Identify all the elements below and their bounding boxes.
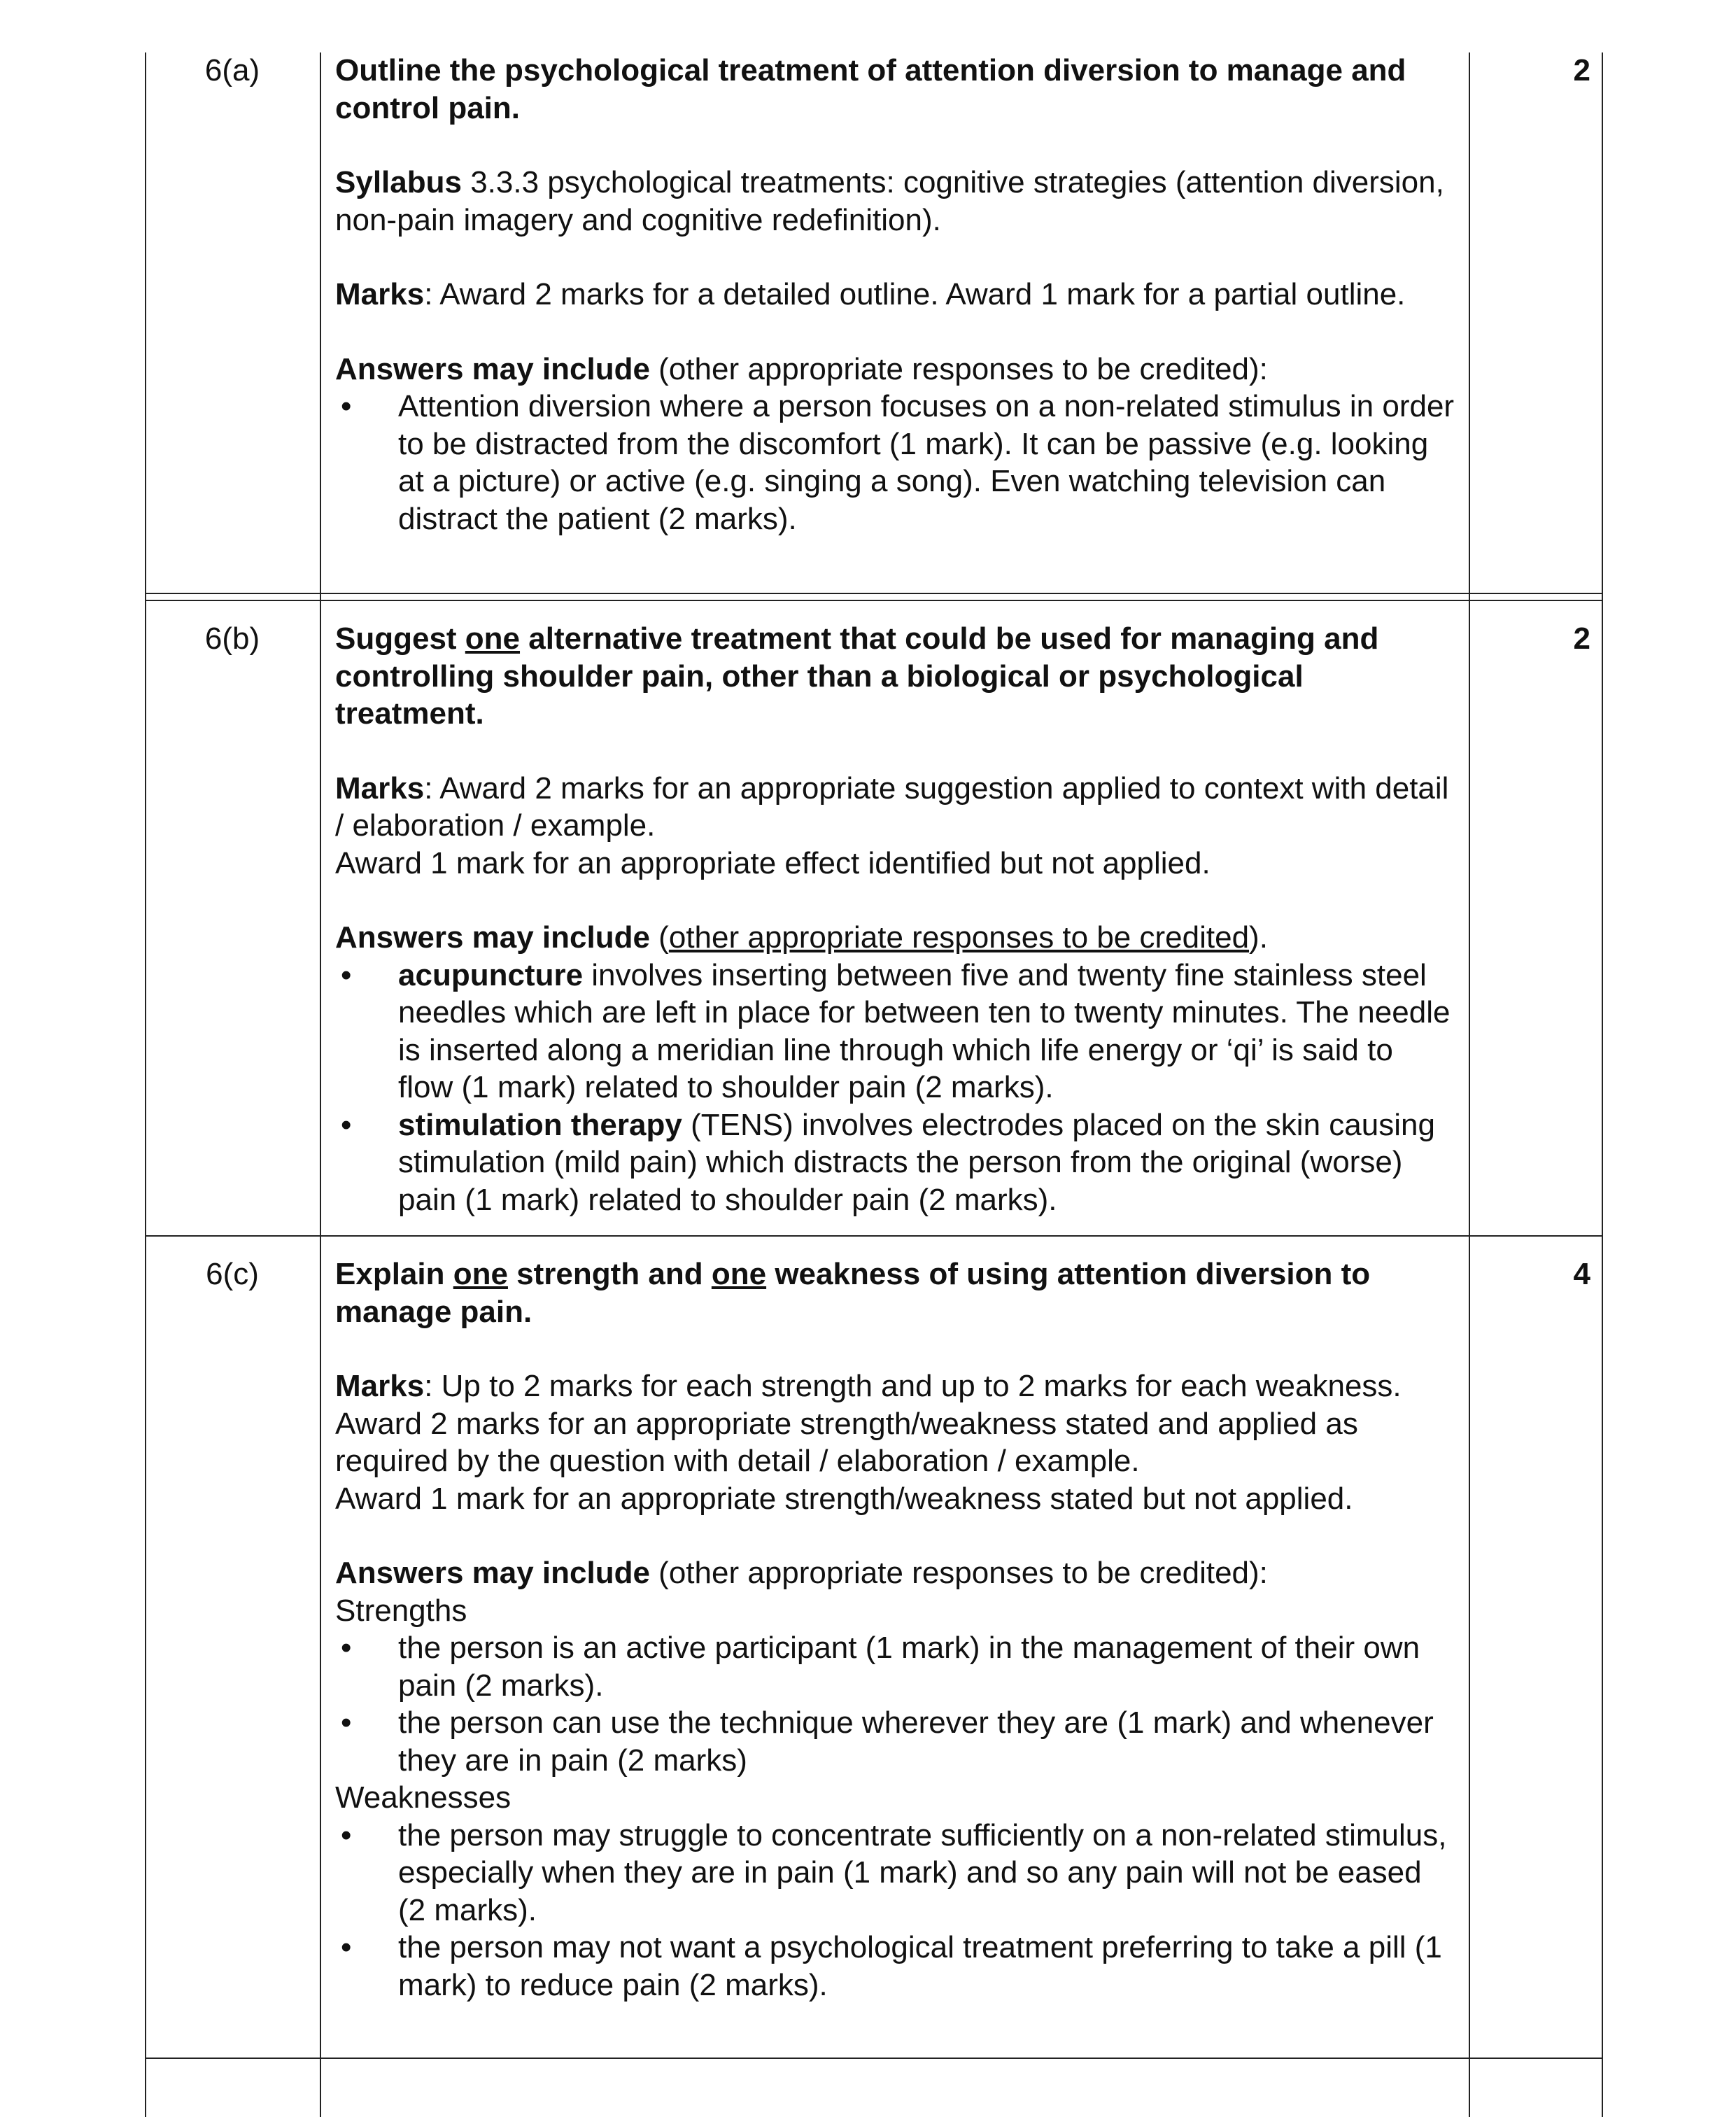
table-border-marks: [1469, 52, 1470, 2117]
question-emphasis: one: [465, 621, 521, 656]
marks-label: Marks: [335, 277, 425, 311]
table-border-question: [320, 52, 321, 2117]
answer-text: involves inserting between five and twenty fine stainless steel needles which are left in place for between ten to twenty minutes. The needle is inserted along a meridian line through which life energy or ‘qi’ is said to flow (1 mark) related to shoulder pain (2 marks).: [398, 957, 1451, 1104]
syllabus-text: [335, 164, 1455, 239]
list-item: • the person is an active participant (1 mark) in the management of their own pain (2 marks).: [335, 1629, 1455, 1704]
answers-label: Answers may include: [335, 920, 650, 955]
marks-guidance-3: Award 1 mark for an appropriate strength/weakness stated but not applied.: [335, 1481, 1353, 1516]
list-item: [335, 957, 1455, 1106]
answers-heading: [335, 919, 1455, 957]
answers-label: Answers may include: [335, 351, 650, 386]
row-divider: [145, 1235, 1603, 1237]
list-item: • the person may struggle to concentrate sufficiently on a non-related stimulus, especially when they are in pain (1 mark) and so any pain will not be eased (2 marks).: [335, 1817, 1455, 1929]
question-cell: [335, 620, 1455, 1218]
question-cell: [335, 52, 1455, 537]
list-item: • Attention diversion where a person focuses on a non-related stimulus in order to be distracted from the discomfort (1 mark). It can be passive (e.g. looking at a picture) or active (e.g. singing a song). Even watching television can distract the patient (2 marks).: [335, 388, 1455, 537]
question-marks: 4: [1573, 1257, 1590, 1291]
question-emphasis: one: [711, 1257, 767, 1291]
row-divider: [145, 2058, 1603, 2059]
answer-text: (TENS) involves electrodes placed on the skin causing stimulation (mild pain) which distracts the person from the original (worse) pain (1 mark) related to shoulder pain (2 marks).: [398, 1107, 1435, 1217]
marks-guidance: [335, 770, 1455, 845]
answers-heading: [335, 1554, 1455, 1592]
list-item: • the person can use the technique wherever they are (1 mark) and whenever they are in pain (2 marks): [335, 1704, 1455, 1779]
question-part: weakness of using attention diversion to manage pain.: [335, 1257, 1371, 1329]
question-text: [335, 1256, 1455, 1330]
weaknesses-heading: Weaknesses: [335, 1780, 511, 1815]
answers-label: Answers may include: [335, 1556, 650, 1590]
question-number: 6(a): [204, 53, 260, 87]
answers-note: other appropriate responses to be credited: [668, 920, 1250, 955]
question-cell: [335, 1256, 1455, 2004]
marks-guidance: [335, 1367, 1455, 1405]
weaknesses-list: [335, 1817, 1455, 2004]
question-number: 6(b): [204, 621, 260, 656]
answers-heading: [335, 351, 1455, 388]
strengths-heading: Strengths: [335, 1593, 467, 1628]
table-border-right: [1602, 52, 1603, 2117]
question-marks: 2: [1573, 53, 1590, 87]
row-divider: [145, 593, 1603, 594]
table-border-left: [145, 52, 146, 2117]
marks-label: Marks: [335, 1369, 425, 1403]
answers-note: (other appropriate responses to be credited):: [649, 1556, 1268, 1590]
answer-list: [335, 388, 1455, 537]
list-item: • the person may not want a psychological treatment preferring to take a pill (1 mark) to reduce pain (2 marks).: [335, 1929, 1455, 2004]
strengths-list: [335, 1629, 1455, 1779]
answer-term: stimulation therapy: [398, 1107, 682, 1142]
question-marks: 2: [1573, 621, 1590, 656]
row-divider: [145, 600, 1603, 601]
answers-note: (other appropriate responses to be credited):: [649, 351, 1268, 386]
question-number: 6(c): [206, 1257, 259, 1291]
marks-detail: : Award 2 marks for a detailed outline. Award 1 mark for a partial outline.: [424, 277, 1406, 311]
question-text: Outline the psychological treatment of attention diversion to manage and control pain.: [335, 53, 1406, 125]
list-item: [335, 1106, 1455, 1219]
syllabus-label: Syllabus: [335, 165, 462, 199]
question-text: [335, 620, 1455, 733]
answer-list: [335, 957, 1455, 1219]
question-part: Suggest: [335, 621, 465, 656]
question-emphasis: one: [453, 1257, 508, 1291]
answers-paren: ).: [1249, 920, 1268, 955]
marks-guidance: [335, 276, 1455, 314]
question-part: Explain: [335, 1257, 453, 1291]
marks-label: Marks: [335, 771, 425, 806]
answer-term: acupuncture: [398, 957, 584, 992]
marks-guidance-2: Award 2 marks for an appropriate strength/weakness stated and applied as required by the question with detail / elaboration / example.: [335, 1406, 1358, 1478]
marks-detail: : Up to 2 marks for each strength and up to 2 marks for each weakness.: [424, 1369, 1402, 1403]
syllabus-detail: 3.3.3 psychological treatments: cognitive strategies (attention diversion, non-pain imagery and cognitive redefinition).: [335, 165, 1444, 237]
marks-guidance-2: Award 1 mark for an appropriate effect identified but not applied.: [335, 845, 1211, 880]
marks-detail: : Award 2 marks for an appropriate suggestion applied to context with detail / elaboration / example.: [335, 771, 1449, 843]
question-part: alternative treatment that could be used for managing and controlling shoulder pain, other than a biological or psychological treatment.: [335, 621, 1379, 731]
answers-paren: (: [649, 920, 669, 955]
question-part: strength and: [507, 1257, 712, 1291]
